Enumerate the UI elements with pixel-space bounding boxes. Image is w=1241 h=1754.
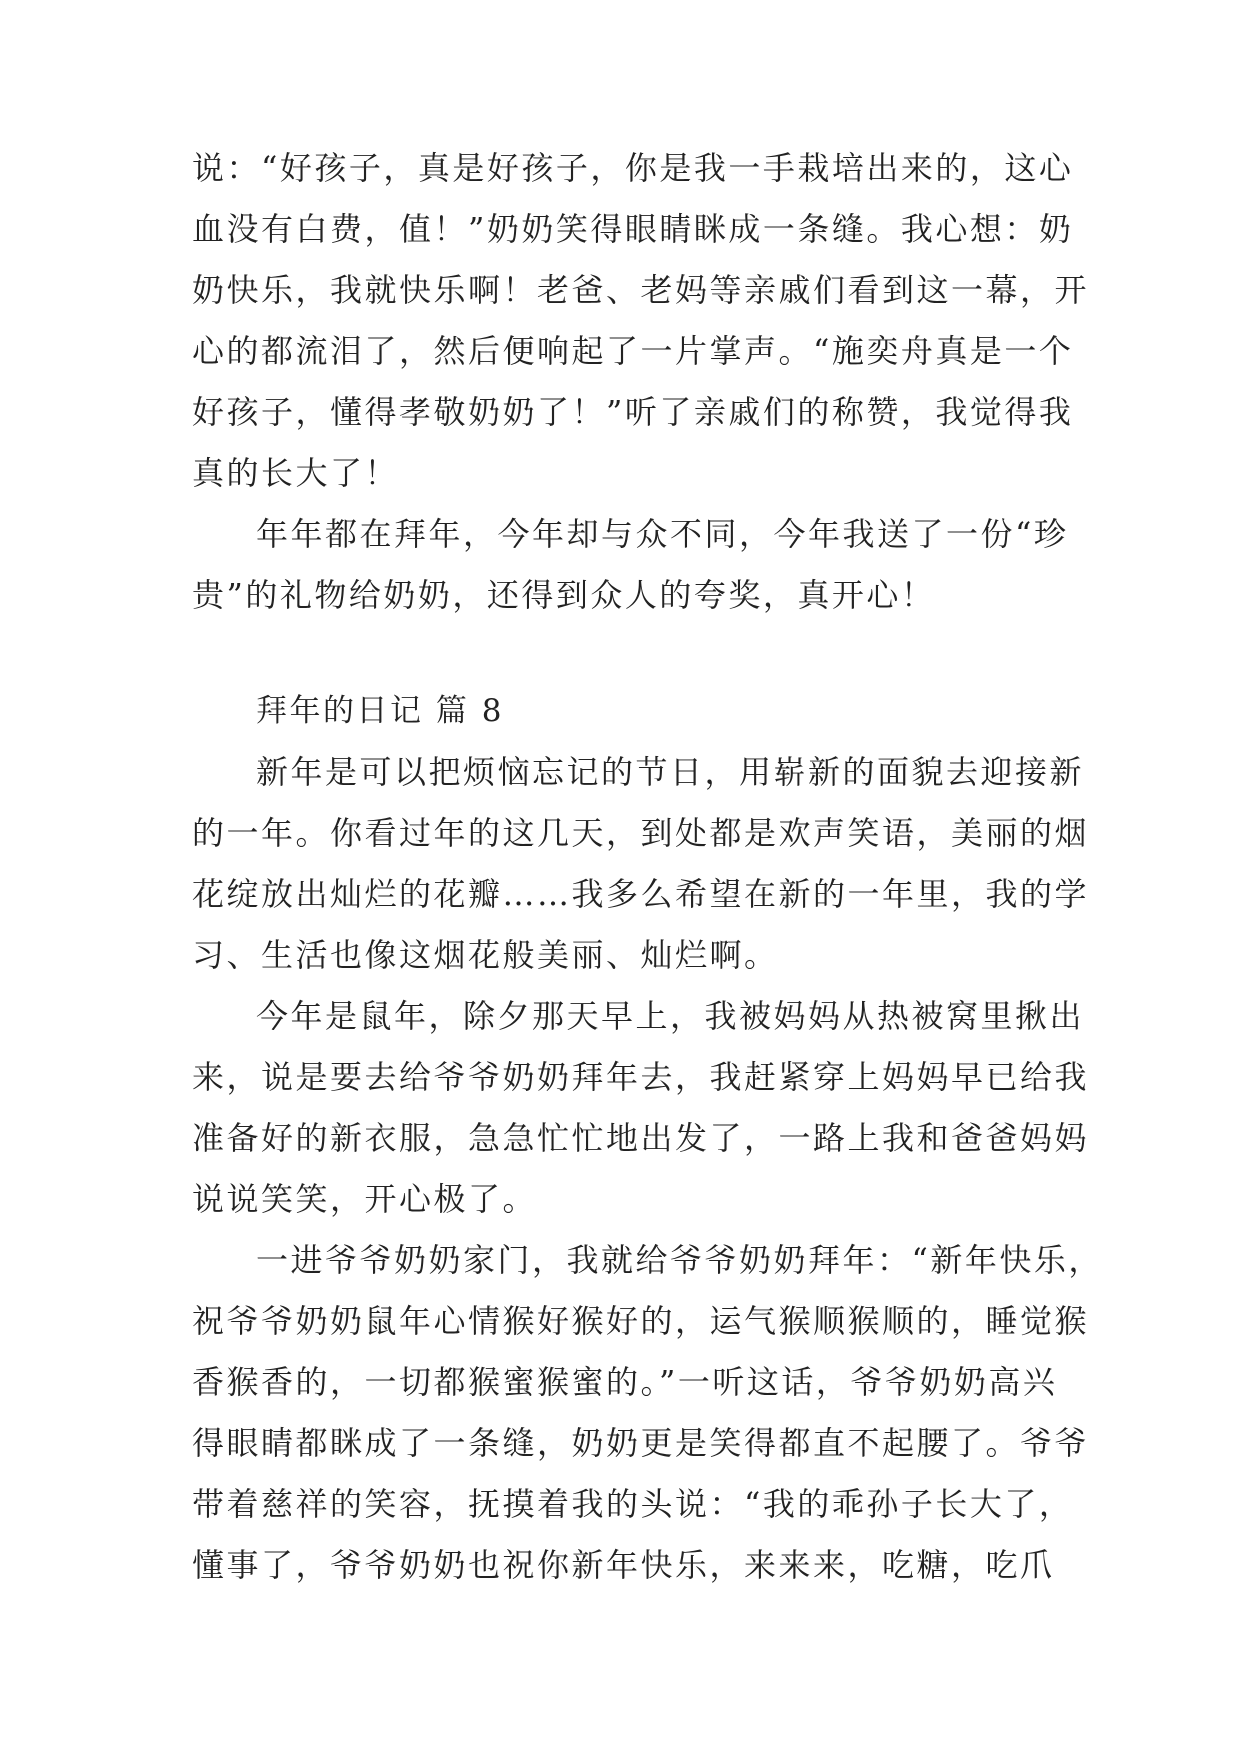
text-line: 得眼睛都眯成了一条缝，奶奶更是笑得都直不起腰了。爷爷 [192,1424,1090,1462]
text-line: 习、生活也像这烟花般美丽、灿烂啊。 [192,936,779,974]
text-line: 祝爷爷奶奶鼠年心情猴好猴好的，运气猴顺猴顺的，睡觉猴 [192,1302,1090,1340]
text-line: 心的都流泪了，然后便响起了一片掌声。“施奕舟真是一个 [192,332,1074,370]
text-line: 今年是鼠年，除夕那天早上，我被妈妈从热被窝里揪出 [256,997,1085,1035]
text-line: 香猴香的，一切都猴蜜猴蜜的。”一听这话，爷爷奶奶高兴 [192,1363,1058,1401]
text-line: 一进爷爷奶奶家门，我就给爷爷奶奶拜年：“新年快乐， [256,1241,1103,1279]
text-line: 说说笑笑，开心极了。 [192,1180,538,1218]
text-line: 懂事了，爷爷奶奶也祝你新年快乐，来来来，吃糖，吃爪 [192,1546,1055,1584]
paragraph-continued [192,138,1090,504]
text-line: 好孩子，懂得孝敬奶奶了！”听了亲戚们的称赞，我觉得我 [192,393,1074,431]
paragraph-conclusion [192,504,1069,626]
paragraph-greeting [192,1230,1103,1596]
section-title: 拜年的日记 篇 8 [256,693,504,729]
text-line: 的一年。你看过年的这几天，到处都是欢声笑语，美丽的烟 [192,814,1090,852]
text-line: 真的长大了！ [192,454,400,492]
text-line: 年年都在拜年，今年却与众不同，今年我送了一份“珍 [256,515,1069,553]
section-heading [192,681,1052,742]
text-line: 带着慈祥的笑容，抚摸着我的头说：“我的乖孙子长大了， [192,1485,1074,1523]
text-line: 准备好的新衣服，急急忙忙地出发了，一路上我和爸爸妈妈 [192,1119,1090,1157]
paragraph-morning [192,986,1090,1230]
text-line: 贵”的礼物给奶奶，还得到众人的夸奖，真开心！ [192,576,936,614]
text-line: 血没有白费，值！”奶奶笑得眼睛眯成一条缝。我心想：奶 [192,210,1074,248]
text-line: 来，说是要去给爷爷奶奶拜年去，我赶紧穿上妈妈早已给我 [192,1058,1090,1096]
text-line: 新年是可以把烦恼忘记的节日，用崭新的面貌去迎接新 [256,753,1085,791]
text-line: 说：“好孩子，真是好孩子，你是我一手栽培出来的，这心 [192,149,1074,187]
text-line: 花绽放出灿烂的花瓣……我多么希望在新的一年里，我的学 [192,875,1090,913]
paragraph-intro [192,742,1090,986]
text-line: 奶快乐，我就快乐啊！老爸、老妈等亲戚们看到这一幕，开 [192,271,1090,309]
